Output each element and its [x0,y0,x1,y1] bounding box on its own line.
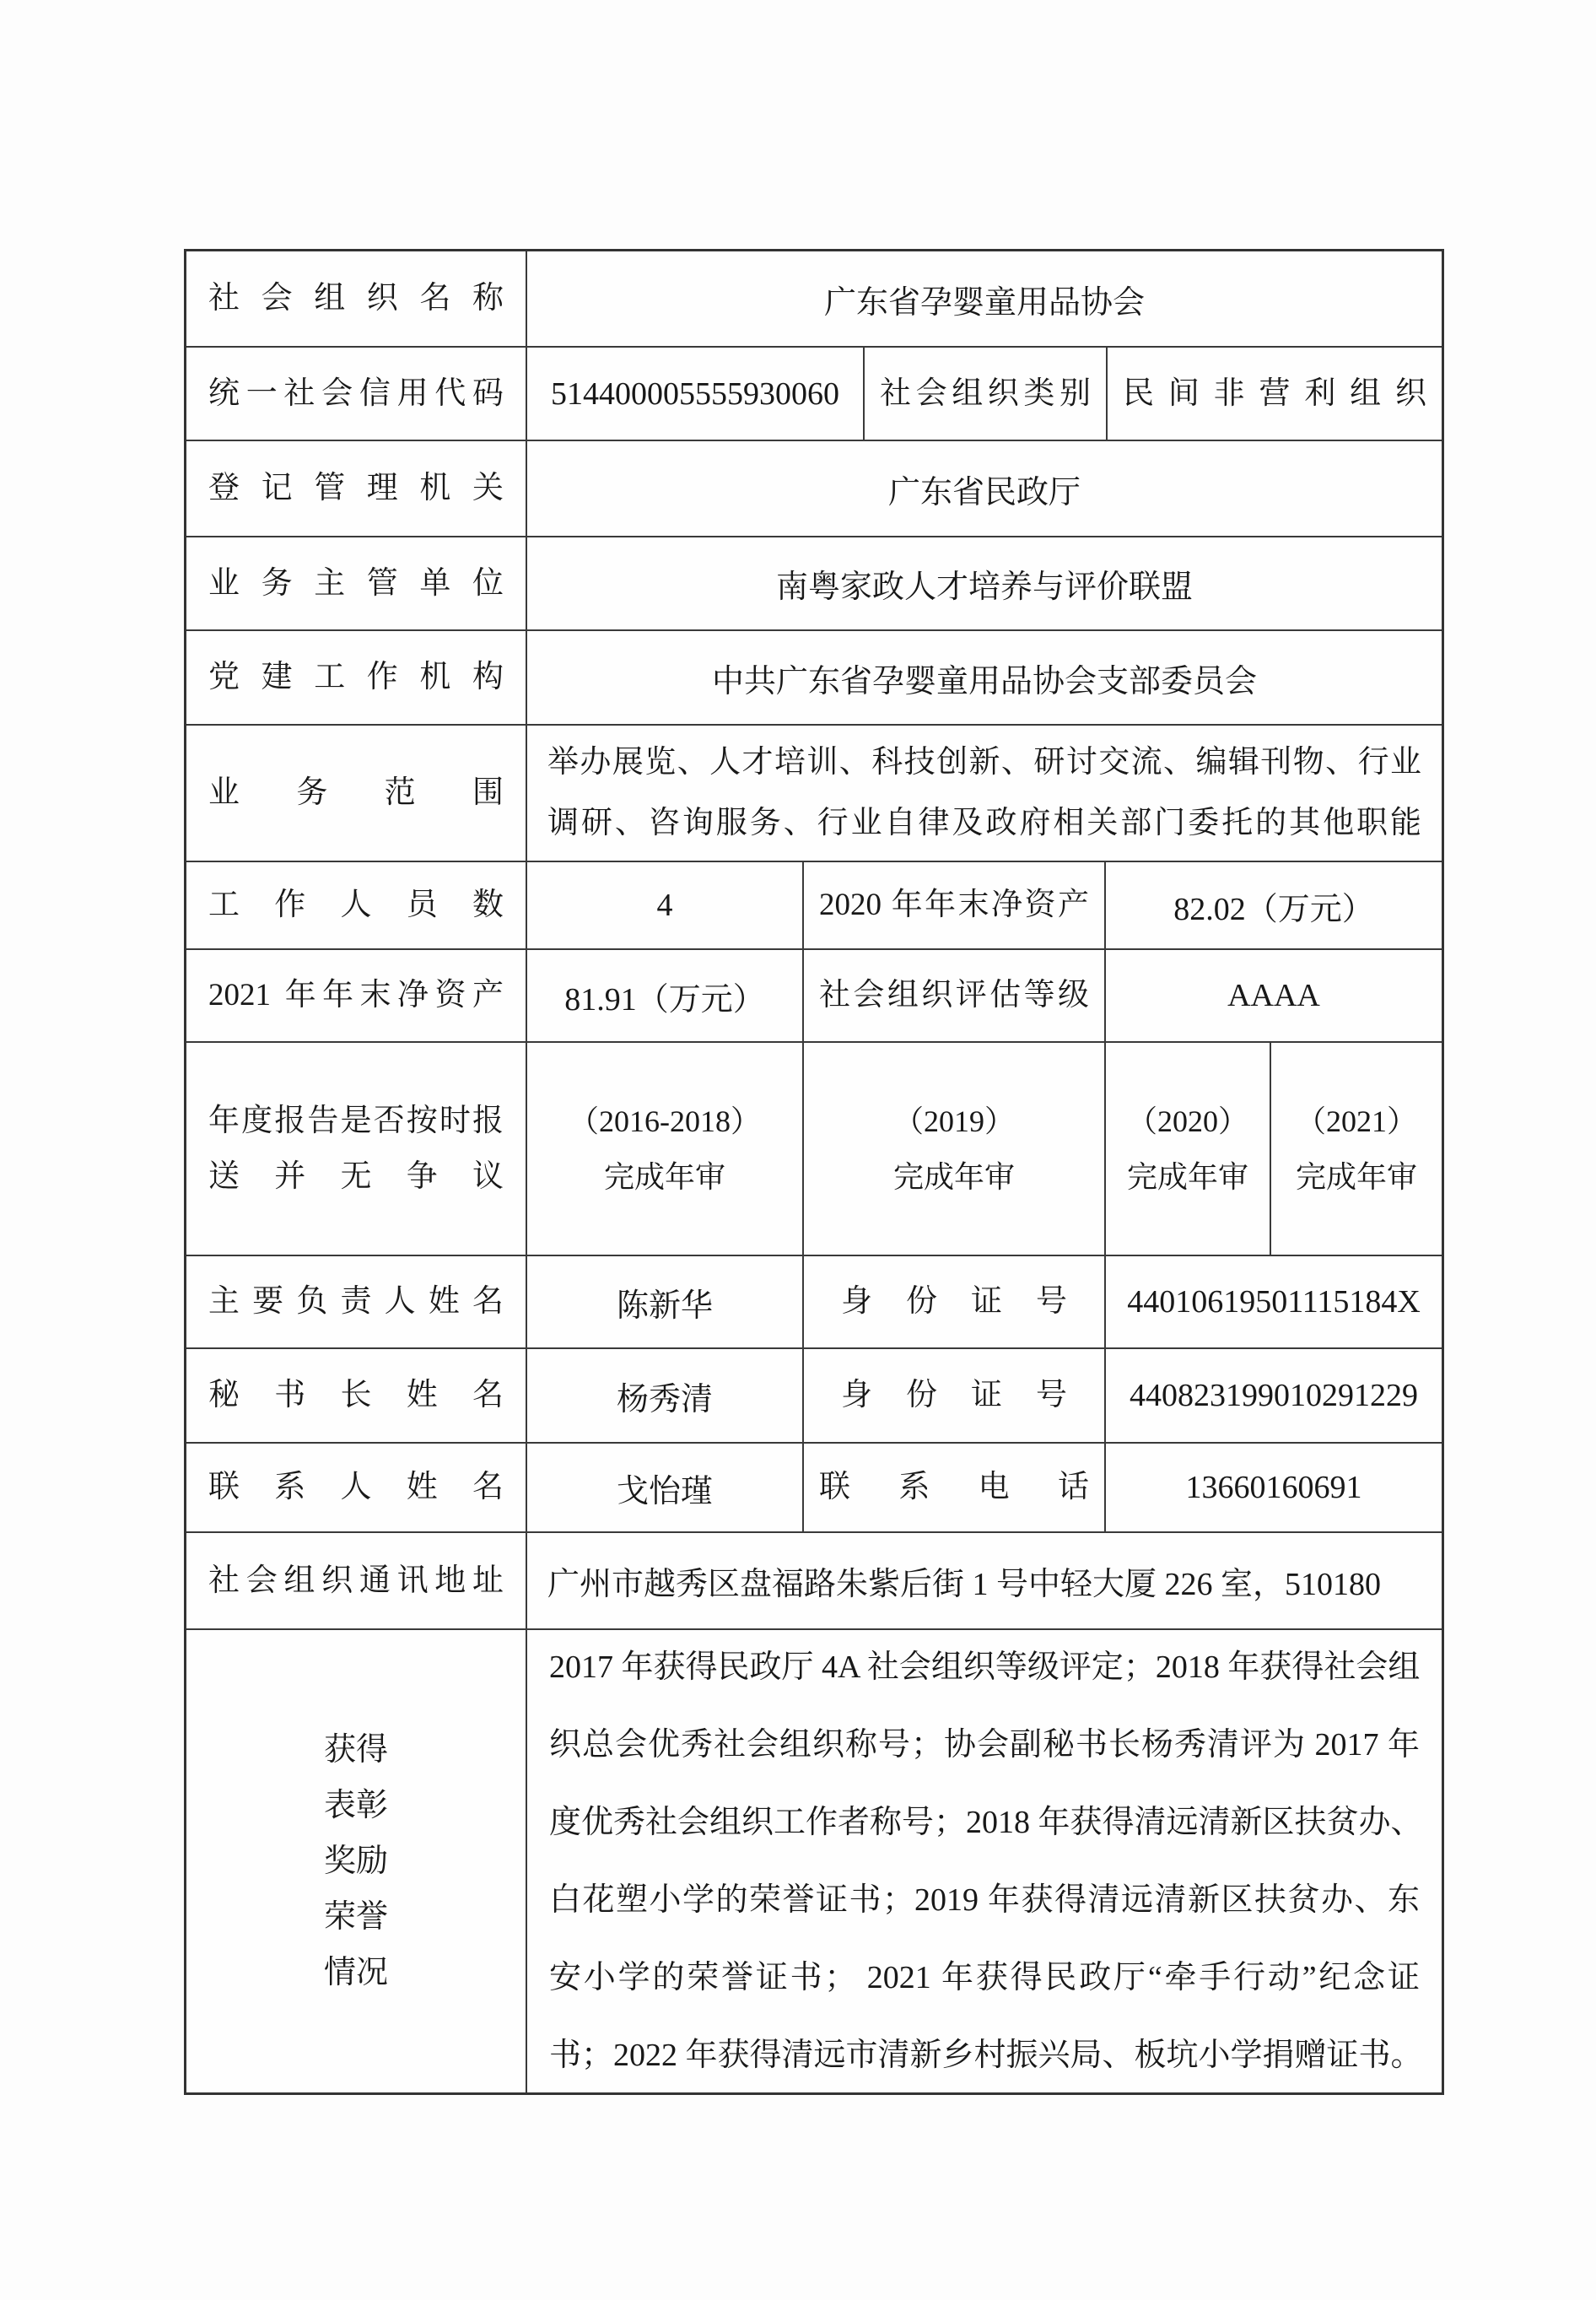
row-party-org [186,629,1442,724]
honors-label-line: 获得 [323,1732,388,1768]
principal-label-cell [186,1256,526,1347]
secretary-name: 杨秀清 [616,1381,713,1417]
annual-report-period-2020-cell [1104,1043,1270,1255]
assets2020-label-cell [802,862,1104,948]
row-supervisor [186,536,1442,629]
annual-report-label-cell [186,1043,526,1255]
row-annual-report [186,1041,1442,1255]
assets2021-value: 81.91（万元） [564,981,765,1018]
honors-line: 2017 年获得民政厅 4A 社会组织等级评定；2018 年获得社会组 [549,1649,1421,1685]
registry-value-cell [526,441,1442,536]
row-contact [186,1442,1442,1531]
party-org-label: 党 建 工 作 机 构 [208,660,504,695]
row-credit-code [186,346,1442,440]
honors-line: 度优秀社会组织工作者称号；2018 年获得清远清新区扶贫办、 [549,1805,1423,1840]
org-type-label: 社会组织类别 [880,375,1091,411]
period-year: （2016-2018） [569,1104,761,1138]
address-label: 社会组织通讯地址 [208,1563,504,1598]
credit-code-value: 514400005555930060 [551,375,839,412]
credit-code-value-cell [526,348,863,440]
credit-code-label-cell [186,348,526,440]
supervisor-label: 业 务 主 管 单 位 [208,565,504,601]
assets2020-value-cell [1104,862,1442,948]
contact-phone-value: 13660160691 [1185,1470,1362,1505]
contact-name: 戈怡瑾 [616,1473,713,1509]
business-scope-label: 业 务 范 围 [208,775,504,811]
contact-phone-label: 联 系 电 话 [819,1470,1089,1505]
honors-text [527,1630,1442,2092]
contact-phone-label-cell [802,1444,1104,1531]
principal-name: 陈新华 [616,1288,713,1324]
business-scope-text [527,732,1442,854]
rating-label: 社会组织评估等级 [819,978,1089,1013]
principal-name-cell [526,1256,802,1347]
org-name-value-cell [526,251,1442,346]
assets2021-label: 2021 年年末净资产 [208,978,504,1013]
party-org-value-cell [526,631,1442,724]
assets2020-label: 2020 年年末净资产 [819,888,1089,923]
principal-id-label: 身 份 证 号 [841,1284,1067,1320]
secretary-id-label: 身 份 证 号 [841,1378,1067,1413]
org-name-label: 社 会 组 织 名 称 [208,281,504,316]
secretary-label: 秘 书 长 姓 名 [208,1378,504,1413]
row-honors [186,1628,1442,2092]
contact-label-cell [186,1444,526,1531]
party-org-value: 中共广东省孕婴童用品协会支部委员会 [711,663,1257,699]
supervisor-value-cell [526,537,1442,629]
address-value: 广州市越秀区盘福路朱紫后街 1 号中轻大厦 226 室，510180 [547,1567,1382,1602]
contact-phone-value-cell [1104,1444,1442,1531]
period-status: 完成年审 [603,1159,725,1194]
principal-id-value-cell [1104,1256,1442,1347]
period-year: （2021） [1295,1104,1417,1138]
registry-value: 广东省民政厅 [887,474,1081,510]
org-type-value: 民 间 非 营 利 组 织 [1123,375,1426,411]
principal-label: 主 要 负 责 人 姓 名 [208,1284,504,1320]
secretary-id-value-cell [1104,1349,1442,1442]
staff-value-cell [526,862,802,948]
registry-label: 登 记 管 理 机 关 [208,471,504,506]
secretary-label-cell [186,1349,526,1442]
row-address [186,1531,1442,1628]
staff-value: 4 [656,888,673,923]
secretary-name-cell [526,1349,802,1442]
period-year: （2020） [1126,1104,1248,1138]
principal-id-label-cell [802,1256,1104,1347]
period-status: 完成年审 [1295,1159,1417,1194]
secretary-id-label-cell [802,1349,1104,1442]
annual-report-period-2021-cell [1270,1043,1442,1255]
assets2021-value-cell [526,950,802,1041]
registration-info-table [184,249,1444,2095]
honors-line: 安小学的荣誉证书； 2021 年获得民政厅“牵手行动”纪念证 [549,1960,1420,1995]
contact-label: 联 系 人 姓 名 [208,1470,504,1505]
party-org-label-cell [186,631,526,724]
contact-name-cell [526,1444,802,1531]
rating-label-cell [802,950,1104,1041]
rating-value: AAAA [1227,978,1320,1013]
honors-label-line: 情况 [323,1955,388,1990]
supervisor-value: 南粤家政人才培养与评价联盟 [775,570,1193,605]
row-assets2021-rating [186,948,1442,1041]
address-value-cell [526,1533,1442,1628]
org-type-value-cell [1106,348,1442,440]
address-label-cell [186,1533,526,1628]
business-scope-line2: 调研、咨询服务、行业自律及政府相关部门委托的其他职能 [547,806,1421,840]
honors-label-line: 荣誉 [323,1899,388,1935]
period-year: （2019） [892,1104,1015,1138]
honors-label-line: 奖励 [323,1844,388,1879]
principal-id-value: 44010619501115184X [1127,1284,1421,1320]
org-type-label-cell [863,348,1106,440]
assets2021-label-cell [186,950,526,1041]
honors-label-cell [186,1630,526,2092]
org-name-label-cell [186,251,526,346]
business-scope-label-cell [186,726,526,861]
assets2020-value: 82.02（万元） [1173,891,1374,927]
row-secretary [186,1347,1442,1442]
registry-label-cell [186,441,526,536]
annual-report-period-2019-cell [802,1043,1104,1255]
row-org-name [186,251,1442,346]
staff-label-cell [186,862,526,948]
annual-report-label-line2: 送 并 无 争 议 [208,1158,504,1194]
honors-line: 织总会优秀社会组织称号；协会副秘书长杨秀清评为 2017 年 [549,1727,1420,1763]
honors-label-line: 表彰 [323,1788,388,1823]
business-scope-line1: 举办展览、人才培训、科技创新、研讨交流、编辑刊物、行业 [547,745,1421,780]
honors-line: 书；2022 年获得清远市清新乡村振兴局、板坑小学捐赠证书。 [549,2038,1423,2073]
row-principal [186,1255,1442,1347]
period-status: 完成年审 [1126,1159,1248,1194]
annual-report-period-2016-2018-cell [526,1043,802,1255]
org-name-value: 广东省孕婴童用品协会 [823,284,1145,321]
annual-report-label-line1: 年度报告是否按时报 [208,1103,504,1138]
rating-value-cell [1104,950,1442,1041]
row-registry [186,440,1442,536]
honors-text-cell [526,1630,1442,2092]
credit-code-label: 统一社会信用代码 [208,375,504,411]
honors-line: 白花塑小学的荣誉证书；2019 年获得清远清新区扶贫办、东 [549,1882,1420,1918]
period-status: 完成年审 [892,1159,1015,1194]
secretary-id-value: 440823199010291229 [1130,1378,1418,1413]
business-scope-value-cell [526,726,1442,861]
supervisor-label-cell [186,537,526,629]
row-business-scope [186,724,1442,861]
row-staff-assets2020 [186,861,1442,948]
staff-label: 工 作 人 员 数 [208,888,504,923]
